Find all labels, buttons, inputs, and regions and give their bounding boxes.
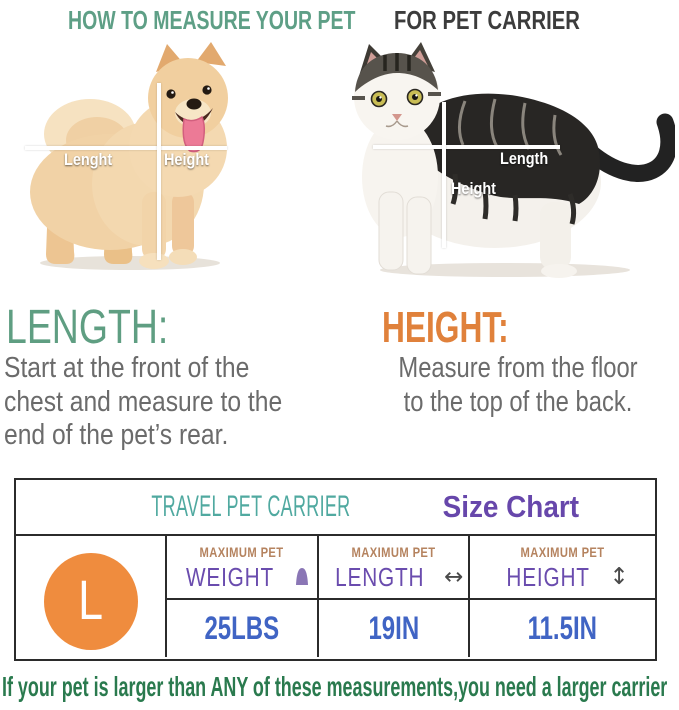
length-text-line1: Start at the front of the [4,352,250,384]
length-section-heading: LENGTH: [6,301,169,354]
dog-height-label: Height [164,150,209,169]
page-subtitle [394,5,632,36]
footer-warning [2,671,679,703]
length-text-line2: chest and measure to the [4,385,283,418]
weight-label: WEIGHT [185,561,274,592]
length-header-cell [319,536,470,600]
length-text-line3: end of the pet’s rear. [4,419,229,451]
height-value: 11.5IN [527,610,598,646]
dog-length-label: Lenght [64,150,113,169]
length-label: LENGTH [334,561,424,592]
size-chart-title-row [16,480,655,536]
brand-title: TRAVEL PET CARRIER [151,490,351,523]
weight-value: 25LBS [204,610,280,646]
height-section-text [372,352,664,419]
height-label: HEIGHT [506,561,591,592]
length-kicker: MAXIMUM PET [351,543,436,560]
cat-figure [345,42,675,282]
dog-figure [10,42,260,277]
size-badge-cell [16,536,167,657]
size-badge-letter: L [78,568,103,631]
length-value: 19IN [368,610,419,646]
page-title-text: HOW TO MEASURE YOUR PET [68,5,356,35]
page-subtitle-text: FOR PET CARRIER [394,5,580,35]
dog-height-measure-line [157,83,161,260]
cat-length-label: Length [500,149,549,168]
cat-height-measure-line [442,102,446,248]
weight-header-cell [167,536,319,600]
footer-warning-text: If your pet is larger than ANY of these measurements,you need a larger carrier [2,671,668,702]
length-value-cell [319,600,470,657]
left-right-arrow-icon: ↔ [444,563,464,590]
size-chart-body [16,536,655,657]
height-text-line1: Measure from the floor [398,352,638,384]
height-text-line2: to the top of the back. [403,385,633,418]
size-chart-table [14,478,657,661]
height-section-heading: HEIGHT: [382,303,509,352]
up-down-arrow-icon: ↕ [609,563,629,590]
height-kicker: MAXIMUM PET [520,543,605,560]
size-chart-title: Size Chart [442,489,579,524]
weight-value-cell [167,600,319,657]
length-section-text [4,352,331,453]
dog-illustration [10,42,260,277]
size-badge [44,553,138,650]
weight-icon [294,567,310,587]
height-header-cell [470,536,655,600]
height-value-cell [470,600,655,657]
cat-height-label: Height [451,179,496,198]
weight-kicker: MAXIMUM PET [199,543,285,560]
